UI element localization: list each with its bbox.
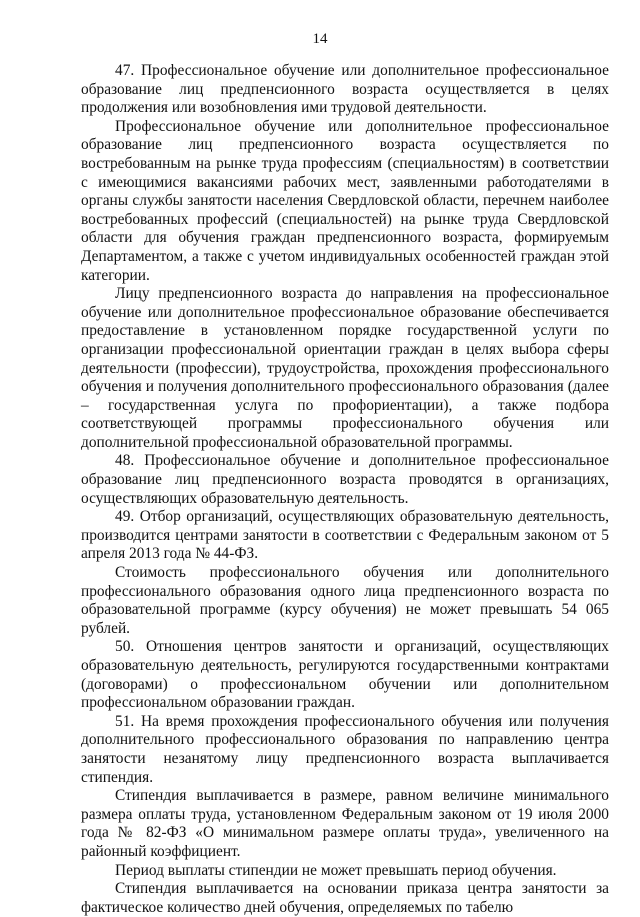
paragraph-47: 47. Профессиональное обучение или дополнительное профессиональное образование лиц предпенсионного возраста осуществляется в целях продолжения или возобновления ими трудовой деятельности. <box>81 62 609 117</box>
paragraph-51: 51. На время прохождения профессионального обучения или получения дополнительного профессионального образования по направлению центра занятости незанятому лицу предпенсионного возраста выплачивается стипендия. <box>81 712 609 786</box>
paragraph-51-stipend-period: Период выплаты стипендии не может превышать период обучения. <box>115 861 557 879</box>
paragraph-47-profiling: Лицу предпенсионного возраста до направления на профессиональное обучение или дополнительное профессиональное образование обеспечивается предоставление в установленном порядке государственной услуги по организации профессиональной ориентации граждан в целях выбора сферы деятельности (профессии), трудоустройства, прохождения профессионального обучения и получения дополнительного профессионального образования (далее – государственная услуга по профориентации), а также подбора соответствующей программы профессионального обучения или дополнительной профессиональной образовательной программы. <box>81 285 609 451</box>
paragraph-47-details: Профессиональное обучение или дополнительное профессиональное образование лиц предпенсионного возраста осуществляется по востребованным на рынке труда профессиям (специальностям) в соответствии с имеющимися вакансиями рабочих мест, заявленными работодателями в органы службы занятости населения Свердловской области, перечнем наиболее востребованных профессий (специальностей) на рынке труда Свердловской области для обучения граждан предпенсионного возраста, формируемым Департаментом, а также с учетом индивидуальных особенностей граждан этой категории. <box>81 117 609 284</box>
paragraph-51-stipend-amount: Стипендия выплачивается в размере, равном величине минимального размера оплаты труда, установленном Федеральным законом от 19 июля 2000 года № 82-ФЗ «О минимальном размере оплаты труда», увеличенного на районный коэффициент. <box>81 787 609 860</box>
paragraph-48: 48. Профессиональное обучение и дополнительное профессиональное образование лиц предпенсионного возраста проводятся в организациях, осуществляющих образовательную деятельность. <box>81 452 609 507</box>
paragraph-50: 50. Отношения центров занятости и организаций, осуществляющих образовательную деятельность, регулируются государственными контрактами (договорами) о профессиональном обучении или дополнительном профессиональном образовании граждан. <box>81 638 609 712</box>
document-body <box>81 62 609 917</box>
paragraph-49: 49. Отбор организаций, осуществляющих образовательную деятельность, производится центрами занятости в соответствии с Федеральным законом от 5 апреля 2013 года № 44-ФЗ. <box>81 508 609 563</box>
paragraph-51-stipend-basis: Стипендия выплачивается на основании приказа центра занятости за фактическое количество дней обучения, определяемых по табелю <box>81 880 609 916</box>
paragraph-49-cost: Стоимость профессионального обучения или дополнительного профессионального образования одного лица предпенсионного возраста по образовательной программе (курсу обучения) не может превышать 54 065 рублей. <box>81 564 609 637</box>
page-number: 14 <box>312 31 328 47</box>
